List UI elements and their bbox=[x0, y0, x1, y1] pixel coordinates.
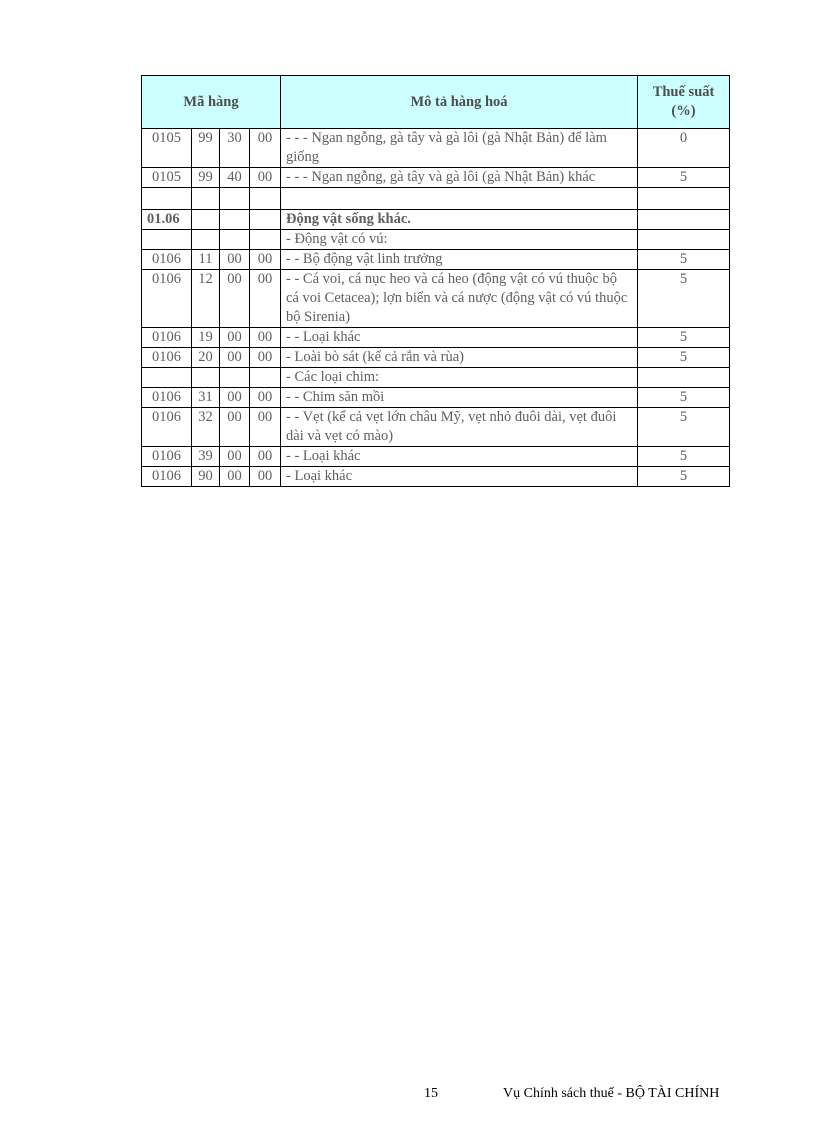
code-part-1: 0106 bbox=[142, 388, 192, 408]
code-part-2 bbox=[192, 188, 220, 210]
code-part-3: 00 bbox=[220, 388, 250, 408]
code-part-3: 00 bbox=[220, 467, 250, 487]
tax-rate bbox=[638, 210, 730, 230]
code-part-3: 00 bbox=[220, 250, 250, 270]
code-part-3 bbox=[220, 210, 250, 230]
code-part-1 bbox=[142, 368, 192, 388]
header-rate: Thuế suất (%) bbox=[638, 76, 730, 129]
code-part-2: 31 bbox=[192, 388, 220, 408]
code-part-2: 32 bbox=[192, 408, 220, 447]
code-part-2: 39 bbox=[192, 447, 220, 467]
code-part-2: 90 bbox=[192, 467, 220, 487]
code-part-3 bbox=[220, 368, 250, 388]
item-description: - Loài bò sát (kể cả rắn và rùa) bbox=[281, 348, 638, 368]
code-part-4: 00 bbox=[250, 270, 281, 328]
table-row bbox=[142, 368, 730, 388]
code-part-4: 00 bbox=[250, 168, 281, 188]
heading-description: Động vật sống khác. bbox=[281, 210, 638, 230]
table-row-blank bbox=[142, 188, 730, 210]
item-description: - - Loại khác bbox=[281, 447, 638, 467]
header-description: Mô tả hàng hoá bbox=[281, 76, 638, 129]
tax-rate: 5 bbox=[638, 250, 730, 270]
code-part-4 bbox=[250, 188, 281, 210]
tax-rate: 5 bbox=[638, 348, 730, 368]
item-description bbox=[281, 188, 638, 210]
code-part-3: 00 bbox=[220, 447, 250, 467]
code-part-4: 00 bbox=[250, 388, 281, 408]
code-part-1: 0106 bbox=[142, 250, 192, 270]
code-part-4 bbox=[250, 368, 281, 388]
code-part-3: 40 bbox=[220, 168, 250, 188]
code-part-4: 00 bbox=[250, 328, 281, 348]
tax-rate: 5 bbox=[638, 408, 730, 447]
table-row bbox=[142, 230, 730, 250]
code-part-3: 30 bbox=[220, 129, 250, 168]
code-part-4: 00 bbox=[250, 129, 281, 168]
code-part-2: 20 bbox=[192, 348, 220, 368]
tax-rate: 0 bbox=[638, 129, 730, 168]
table-row bbox=[142, 348, 730, 368]
tax-rate bbox=[638, 188, 730, 210]
table-row bbox=[142, 408, 730, 447]
table-row bbox=[142, 388, 730, 408]
item-description: - Các loại chim: bbox=[281, 368, 638, 388]
item-description: - - Chim săn mồi bbox=[281, 388, 638, 408]
code-part-2 bbox=[192, 230, 220, 250]
code-part-1: 0105 bbox=[142, 168, 192, 188]
tax-rate: 5 bbox=[638, 467, 730, 487]
header-code: Mã hàng bbox=[142, 76, 281, 129]
code-part-3: 00 bbox=[220, 408, 250, 447]
item-description: - - Bộ động vật linh trưởng bbox=[281, 250, 638, 270]
tariff-table bbox=[141, 75, 730, 487]
code-part-3: 00 bbox=[220, 328, 250, 348]
code-part-1: 0106 bbox=[142, 467, 192, 487]
code-part-3 bbox=[220, 188, 250, 210]
code-part-3 bbox=[220, 230, 250, 250]
heading-code: 01.06 bbox=[142, 210, 192, 230]
code-part-1 bbox=[142, 188, 192, 210]
code-part-2 bbox=[192, 368, 220, 388]
tax-rate: 5 bbox=[638, 270, 730, 328]
code-part-2: 11 bbox=[192, 250, 220, 270]
code-part-1: 0105 bbox=[142, 129, 192, 168]
item-description: - - Vẹt (kể cả vẹt lớn châu Mỹ, vẹt nhỏ đuôi dài, vẹt đuôi dài và vẹt có mào) bbox=[281, 408, 638, 447]
table-header-row bbox=[142, 76, 730, 129]
table-row bbox=[142, 447, 730, 467]
code-part-4 bbox=[250, 210, 281, 230]
code-part-2: 12 bbox=[192, 270, 220, 328]
table-row bbox=[142, 250, 730, 270]
code-part-4: 00 bbox=[250, 250, 281, 270]
tax-rate: 5 bbox=[638, 168, 730, 188]
code-part-1 bbox=[142, 230, 192, 250]
code-part-1: 0106 bbox=[142, 348, 192, 368]
table-row bbox=[142, 270, 730, 328]
tax-rate: 5 bbox=[638, 328, 730, 348]
code-part-2: 99 bbox=[192, 168, 220, 188]
item-description: - - Loại khác bbox=[281, 328, 638, 348]
code-part-1: 0106 bbox=[142, 328, 192, 348]
code-part-1: 0106 bbox=[142, 408, 192, 447]
table-row bbox=[142, 467, 730, 487]
code-part-4: 00 bbox=[250, 447, 281, 467]
table-row bbox=[142, 168, 730, 188]
table-row-heading bbox=[142, 210, 730, 230]
item-description: - - Cá voi, cá nục heo và cá heo (động vật có vú thuộc bộ cá voi Cetacea); lợn biển và cá nược (động vật có vú thuộc bộ Sirenia) bbox=[281, 270, 638, 328]
code-part-4: 00 bbox=[250, 348, 281, 368]
item-description: - - - Ngan ngỗng, gà tây và gà lôi (gà Nhật Bản) khác bbox=[281, 168, 638, 188]
department-name: Vụ Chính sách thuế - BỘ TÀI CHÍNH bbox=[503, 1086, 720, 1101]
tax-rate: 5 bbox=[638, 447, 730, 467]
page-number: 15 bbox=[424, 1086, 438, 1101]
code-part-1: 0106 bbox=[142, 447, 192, 467]
tax-rate bbox=[638, 368, 730, 388]
code-part-4: 00 bbox=[250, 408, 281, 447]
code-part-4 bbox=[250, 230, 281, 250]
code-part-4: 00 bbox=[250, 467, 281, 487]
item-description: - Động vật có vú: bbox=[281, 230, 638, 250]
code-part-3: 00 bbox=[220, 270, 250, 328]
tax-rate bbox=[638, 230, 730, 250]
tax-rate: 5 bbox=[638, 388, 730, 408]
table-row bbox=[142, 328, 730, 348]
code-part-2 bbox=[192, 210, 220, 230]
item-description: - Loại khác bbox=[281, 467, 638, 487]
item-description: - - - Ngan ngỗng, gà tây và gà lôi (gà Nhật Bản) để làm giống bbox=[281, 129, 638, 168]
code-part-3: 00 bbox=[220, 348, 250, 368]
code-part-2: 99 bbox=[192, 129, 220, 168]
code-part-2: 19 bbox=[192, 328, 220, 348]
code-part-1: 0106 bbox=[142, 270, 192, 328]
table-row bbox=[142, 129, 730, 168]
